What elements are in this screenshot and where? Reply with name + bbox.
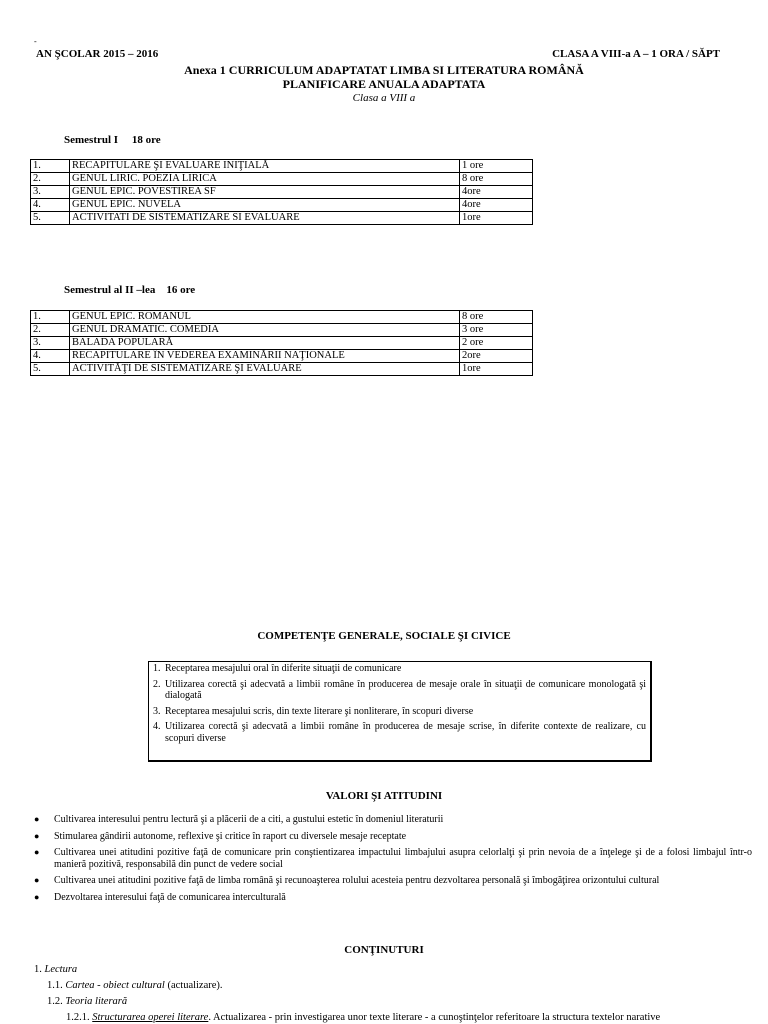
list-item <box>153 663 646 675</box>
table-row <box>31 324 533 337</box>
row-hours: 4ore <box>460 186 533 199</box>
document-subtitle: Clasa a VIII a <box>352 92 416 104</box>
table-row <box>31 160 533 173</box>
row-topic: GENUL LIRIC. POEZIA LIRICA <box>70 173 460 186</box>
row-hours: 3 ore <box>460 324 533 337</box>
contents-title: CONŢINUTURI <box>344 944 424 956</box>
row-topic: RECAPITULARE ÎN VEDEREA EXAMINĂRII NAŢIONALE <box>70 350 460 363</box>
list-item <box>34 830 752 843</box>
row-number: 3. <box>31 186 70 199</box>
row-topic: RECAPITULARE ŞI EVALUARE INIŢIALĂ <box>70 160 460 173</box>
item-number: 1. <box>153 663 161 674</box>
school-year: AN ŞCOLAR 2015 – 2016 <box>36 48 159 60</box>
item-number: 1.2.1. <box>66 1012 90 1023</box>
row-number: 5. <box>31 363 70 376</box>
item-text: Cultivarea unei atitudini pozitive faţă de limba română şi recunoaşterea rolului acesteia pentru dezvoltarea personală şi îmbogăţirea orizontului cultural <box>54 875 660 886</box>
item-text: Dezvoltarea interesului faţă de comunicarea interculturală <box>54 891 286 903</box>
item-rest: . Actualizarea - prin investigarea unor texte literare - a cunoştinţelor referitoare la structura textelor narative <box>208 1012 661 1023</box>
table-row <box>31 337 533 350</box>
row-topic: ACTIVITĂŢI DE SISTEMATIZARE ŞI EVALUARE <box>70 363 460 376</box>
item-text: Cultivarea unei atitudini pozitive faţă de comunicare prin conştientizarea impactului limbajului asupra celorlalţi şi prin nevoia de a înţelege şi de a folosi limbajul într-o manieră pozitivă, responsabilă din punct de vedere social <box>54 847 752 870</box>
bullet-icon: ● <box>34 875 40 885</box>
document-title: Anexa 1 CURRICULUM ADAPTATAT LIMBA SI LITERATURA ROMÂNĂ <box>184 63 584 77</box>
table-row <box>31 350 533 363</box>
row-number: 2. <box>31 324 70 337</box>
row-hours: 4ore <box>460 199 533 212</box>
table-row <box>31 212 533 225</box>
row-topic: GENUL EPIC. POVESTIREA SF <box>70 186 460 199</box>
row-number: 1. <box>31 311 70 324</box>
table-row <box>31 186 533 199</box>
row-topic: GENUL EPIC. ROMANUL <box>70 311 460 324</box>
item-text: Cultivarea interesului pentru lectură şi a plăcerii de a citi, a gustului estetic în domeniul literaturii <box>54 814 444 825</box>
list-item <box>153 679 646 702</box>
row-hours: 1 ore <box>460 160 533 173</box>
semester1-table <box>30 159 533 225</box>
bullet-icon: ● <box>34 847 40 857</box>
semester2-label: Semestrul al II –lea 16 ore <box>64 284 196 296</box>
table-row <box>31 363 533 376</box>
item-text: Utilizarea corectă şi adecvată a limbii române în producerea de mesaje scrise, în diferite contexte de realizare, cu scopuri diverse <box>165 721 646 744</box>
semester2-table <box>30 310 533 376</box>
row-hours: 1ore <box>460 212 533 225</box>
semester1-label: Semestrul I 18 ore <box>64 134 161 146</box>
row-hours: 8 ore <box>460 173 533 186</box>
row-number: 5. <box>31 212 70 225</box>
table-row <box>31 173 533 186</box>
list-item <box>34 875 752 887</box>
row-topic: ACTIVITATI DE SISTEMATIZARE SI EVALUARE <box>70 212 460 225</box>
row-hours: 8 ore <box>460 311 533 324</box>
item-label: Cartea - obiect cultural <box>65 980 165 991</box>
competences-title: COMPETENŢE GENERALE, SOCIALE ŞI CIVICE <box>257 630 511 642</box>
bullet-icon: ● <box>34 830 40 841</box>
item-label: Lectura <box>44 964 78 975</box>
item-rest: (actualizare). <box>164 980 223 991</box>
row-hours: 2ore <box>460 350 533 363</box>
list-item <box>34 847 752 870</box>
item-text: Utilizarea corectă şi adecvată a limbii române în producerea de mesaje orale în situaţii de comunicare monologată şi dialogată <box>165 678 646 701</box>
competences-box <box>148 661 652 762</box>
row-number: 4. <box>31 350 70 363</box>
class-info: CLASA A VIII-a A – 1 ORA / SĂPT <box>552 48 720 60</box>
list-item <box>34 814 752 826</box>
row-topic: BALADA POPULARĂ <box>70 337 460 350</box>
contents-item-1-1 <box>47 980 223 992</box>
item-text: Receptarea mesajului oral în diferite situaţii de comunicare <box>165 663 402 674</box>
table-row <box>31 199 533 212</box>
list-item <box>153 721 646 744</box>
bullet-icon: ● <box>34 814 40 824</box>
item-text: Stimularea gândirii autonome, reflexive şi critice în raport cu diversele mesaje receptate <box>54 830 407 842</box>
item-number: 1. <box>34 964 42 975</box>
item-text: Receptarea mesajului scris, din texte literare şi nonliterare, în scopuri diverse <box>165 705 474 717</box>
item-number: 2. <box>153 678 161 690</box>
row-topic: GENUL DRAMATIC. COMEDIA <box>70 324 460 337</box>
item-number: 4. <box>153 721 161 732</box>
bullet-icon: ● <box>34 891 40 902</box>
row-number: 3. <box>31 337 70 350</box>
values-list <box>34 814 752 908</box>
item-number: 3. <box>153 705 161 717</box>
row-number: 2. <box>31 173 70 186</box>
row-number: 4. <box>31 199 70 212</box>
item-number: 1.1. <box>47 980 63 991</box>
values-title: VALORI ŞI ATITUDINI <box>325 790 443 802</box>
row-number: 1. <box>31 160 70 173</box>
row-topic: GENUL EPIC. NUVELA <box>70 199 460 212</box>
document-title-2: PLANIFICARE ANUALA ADAPTATA <box>282 77 486 91</box>
contents-item-1-2-1 <box>66 1012 734 1024</box>
item-label: Teoria literară <box>65 996 128 1007</box>
row-hours: 2 ore <box>460 337 533 350</box>
contents-item-1-2 <box>47 996 127 1008</box>
list-item <box>153 706 646 718</box>
contents-item-1 <box>34 964 77 976</box>
item-label: Structurarea operei literare <box>92 1012 209 1023</box>
table-row <box>31 311 533 324</box>
row-hours: 1ore <box>460 363 533 376</box>
item-number: 1.2. <box>47 996 63 1007</box>
header-mark: - <box>34 37 37 46</box>
list-item <box>34 891 752 904</box>
